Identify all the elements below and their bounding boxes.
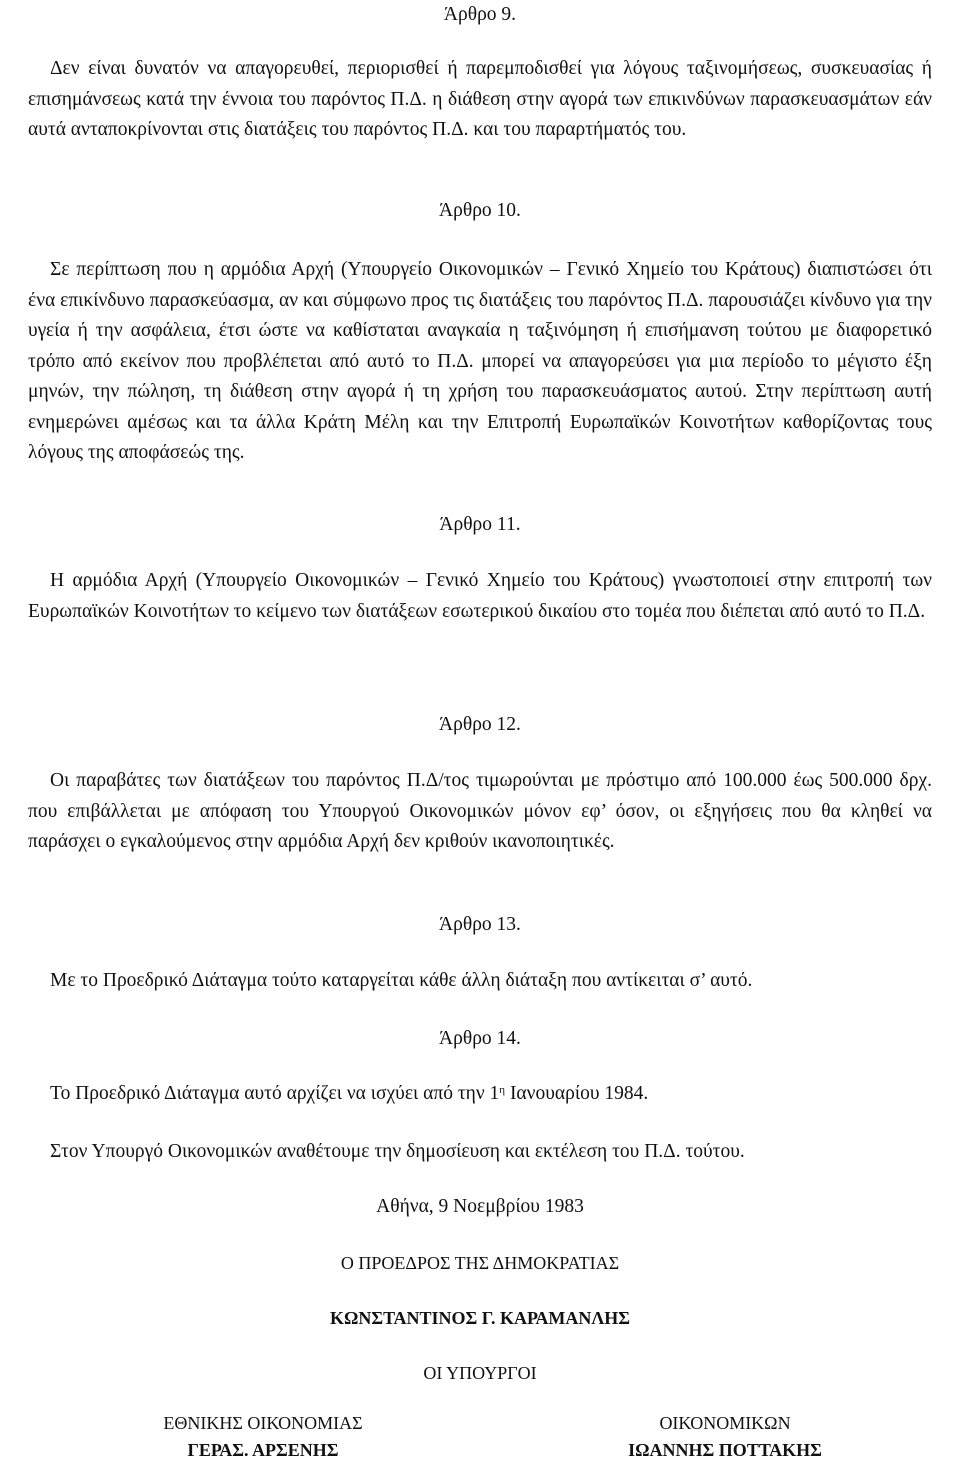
article-11-text: Η αρμόδια Αρχή (Υπουργείο Οικονομικών – Γενικό Χημείο του Κράτους) γνωστοποιεί στην επιτροπή των Ευρωπαϊκών Κοινοτήτων το κείμενο των διατάξεων εσωτερικού δικαίου στο τομέα που διέπεται από αυτό το Π.Δ. <box>28 570 932 622</box>
article-9-heading: Άρθρο 9. <box>443 4 517 25</box>
place-date: Αθήνα, 9 Νοεμβρίου 1983 <box>376 1196 584 1217</box>
article-12-text: Οι παραβάτες των διατάξεων του παρόντος Π.Δ/τος τιμωρούνται με πρόστιμο από 100.000 έως 500.000 δρχ. που επιβάλλεται με απόφαση του Υπουργού Οικονομικών μόνον εφ’ όσον, οι εξηγήσεις που θα κληθεί να παράσχει ο εγκαλούμενος στην αρμόδια Αρχή δεν κριθούν ικανοποιητικές. <box>28 770 932 852</box>
minister-right-name: ΙΩΑΝΝΗΣ ΠΟΤΤΑΚΗΣ <box>628 1440 822 1460</box>
article-10-heading: Άρθρο 10. <box>439 200 521 221</box>
minister-left-role: ΕΘΝΙΚΗΣ ΟΙΚΟΝΟΜΙΑΣ <box>163 1413 363 1433</box>
article-10-text: Σε περίπτωση που η αρμόδια Αρχή (Υπουργείο Οικονομικών – Γενικό Χημείο του Κράτους) διαπιστώσει ότι ένα επικίνδυνο παρασκεύασμα, αν και σύμφωνο προς τις διατάξεις του παρόντος Π.Δ. παρουσιάζει κίνδυνο για την υγεία ή την ασφάλεια, έτσι ώστε να καθίσταται αναγκαία η ταξινόμηση ή επισήμανση τούτου με διαφορετικό τρόπο από εκείνον που προβλέπεται από αυτό το Π.Δ. μπορεί να απαγορεύσει για μια περίοδο το μέγιστο έξη μηνών, την πώληση, τη διάθεση στην αγορά ή τη χρήση του παρασκευάσματος αυτού. Στην περίπτωση αυτή ενημερώνει αμέσως και τα άλλα Κράτη Μέλη και την Επιτροπή Ευρωπαϊκών Κοινοτήτων καθορίζοντας τους λόγους της αποφάσεώς της. <box>28 259 932 463</box>
publication-order: Στον Υπουργό Οικονομικών αναθέτουμε την δημοσίευση και εκτέλεση του Π.Δ. τούτου. <box>50 1141 745 1162</box>
article-13-heading: Άρθρο 13. <box>439 914 521 935</box>
article-12-heading: Άρθρο 12. <box>439 714 521 735</box>
ministers-title: ΟΙ ΥΠΟΥΡΓΟΙ <box>423 1363 537 1383</box>
president-name: ΚΩΝΣΤΑΝΤΙΝΟΣ Γ. ΚΑΡΑΜΑΝΛΗΣ <box>330 1308 630 1328</box>
president-title: Ο ΠΡΟΕΔΡΟΣ ΤΗΣ ΔΗΜΟΚΡΑΤΙΑΣ <box>340 1253 620 1273</box>
minister-left-name: ΓΕΡΑΣ. ΑΡΣΕΝΗΣ <box>187 1440 339 1460</box>
article-14-text-main: Το Προεδρικό Διάταγμα αυτό αρχίζει να ισχύει από την 1 <box>50 1083 500 1104</box>
article-14-heading: Άρθρο 14. <box>439 1028 521 1049</box>
article-14-text <box>28 1079 932 1110</box>
article-11-heading: Άρθρο 11. <box>439 514 521 535</box>
ordinal-superscript: η <box>499 1084 506 1096</box>
article-14-text-end: Ιανουαρίου 1984. <box>505 1083 649 1104</box>
article-13-text: Με το Προεδρικό Διάταγμα τούτο καταργείται κάθε άλλη διάταξη που αντίκειται σ’ αυτό. <box>50 970 753 991</box>
minister-right-role: ΟΙΚΟΝΟΜΙΚΩΝ <box>659 1413 791 1433</box>
article-9-text: Δεν είναι δυνατόν να απαγορευθεί, περιορισθεί ή παρεμποδισθεί για λόγους ταξινομήσεως, συσκευασίας ή επισημάνσεως κατά την έννοια του παρόντος Π.Δ. η διάθεση στην αγορά των επικινδύνων παρασκευασμάτων εάν αυτά ανταποκρίνονται στις διατάξεις του παρόντος Π.Δ. και του παραρτήματός του. <box>28 58 932 140</box>
